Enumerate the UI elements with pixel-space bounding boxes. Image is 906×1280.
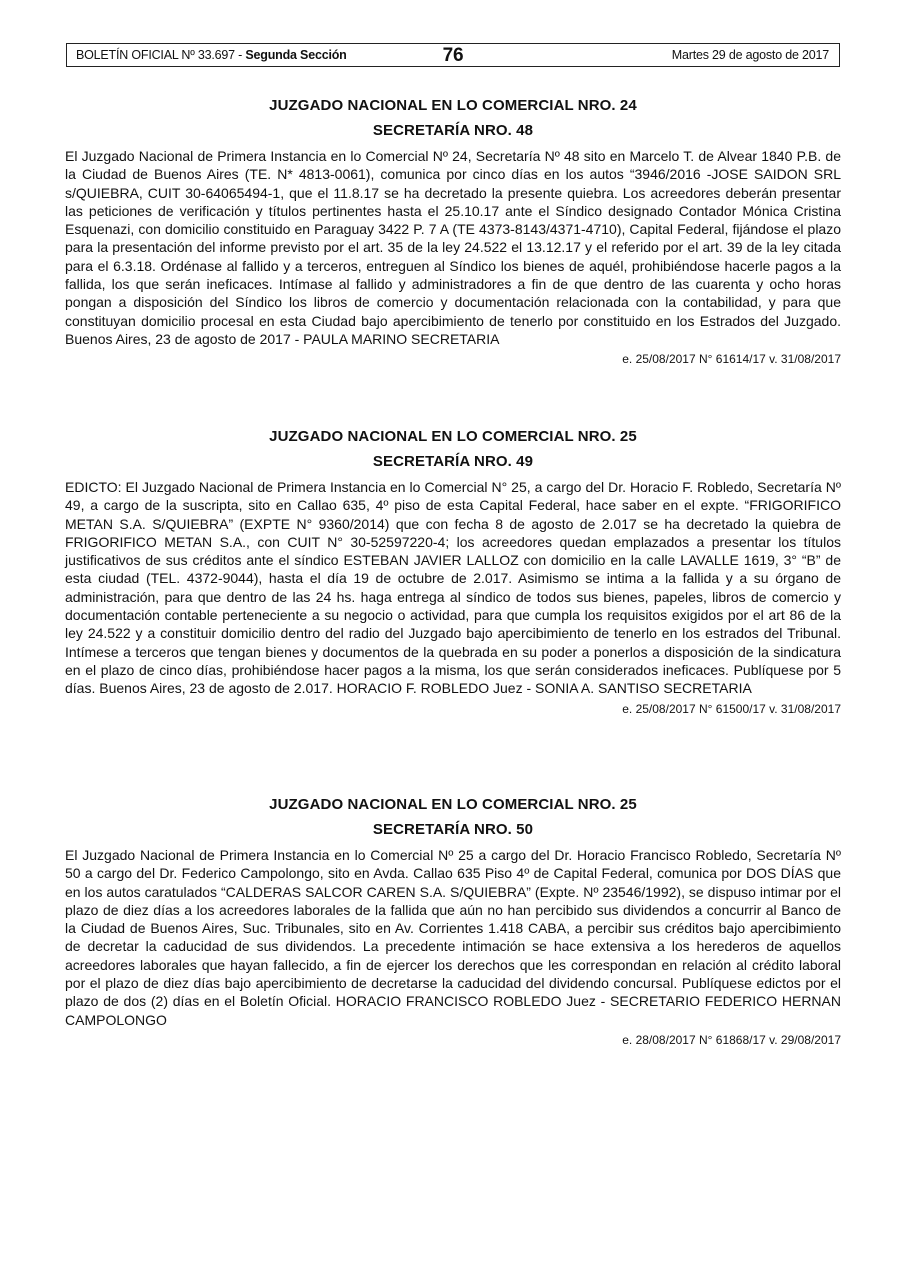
notice-court-title: JUZGADO NACIONAL EN LO COMERCIAL NRO. 25: [269, 428, 637, 445]
notice-court-title: JUZGADO NACIONAL EN LO COMERCIAL NRO. 25: [269, 796, 637, 813]
publication-name: BOLETÍN OFICIAL Nº 33.697: [76, 48, 235, 62]
notice-reference: e. 25/08/2017 N° 61614/17 v. 31/08/2017: [622, 352, 841, 367]
notice-body: El Juzgado Nacional de Primera Instancia en lo Comercial Nº 25 a cargo del Dr. Horacio Francisco Robledo, Secretaría Nº 50 a cargo del Dr. Federico Campolongo, sito en Avda. Callao 635 Piso 4º de Capital Federal, comunica por DOS DÍAS que en los autos caratulados “CALDERAS SALCOR CAREN S.A. S/QUIEBRA” (Expte. Nº 23546/1992), se dispuso intimar por el plazo de diez días a los acreedores laborales de la fallida que aún no han percibido sus dividendos a concurrir al Banco de la Ciudad de Buenos Aires, Suc. Tribunales, sito en Av. Corrientes 1.418 CABA, a percibir sus créditos bajo apercibimiento de decretar la caducidad de sus dividendos. La precedente intimación se hace extensiva a los herederos de aquellos acreedores laborales que hayan fallecido, a fin de ejercer los derechos que les correspondan en relación al crédito laboral por el plazo de diez días bajo apercibimiento de decretarse la caducidad del dividendo concursal. Publíquese edictos por el plazo de dos (2) días en el Boletín Oficial. HORACIO FRANCISCO ROBLEDO Juez - SECRETARIO FEDERICO HERNAN CAMPOLONGO: [65, 847, 841, 1028]
page-number: 76: [442, 45, 464, 66]
publication-date: Martes 29 de agosto de 2017: [671, 48, 829, 62]
notice-reference: e. 25/08/2017 N° 61500/17 v. 31/08/2017: [622, 701, 841, 716]
publication-label: [76, 48, 347, 62]
header-separator: -: [234, 48, 246, 62]
notice-body: EDICTO: El Juzgado Nacional de Primera Instancia en lo Comercial N° 25, a cargo del Dr. Horacio F. Robledo, Secretaría Nº 49, a cargo de la suscripta, sito en Callao 635, 4º piso de esta Capital Federal, hace saber en el expte. “FRIGORIFICO METAN S.A. S/QUIEBRA” (EXPTE N° 9360/2014) que con fecha 8 de agosto de 2.017 se ha decretado la quiebra de FRIGORIFICO METAN S.A., con CUIT N° 30-52597220-4; los acreedores quedan emplazados a presentar los títulos justificativos de sus créditos ante el síndico ESTEBAN JAVIER LALLOZ con domicilio en la calle LAVALLE 1619, 3° “B” de esta ciudad (TEL. 4372-9044), hasta el día 19 de octubre de 2.017. Asimismo se intima a la fallida y a su órgano de administración, para que dentro de las 24 hs. haga entrega al síndico de todos sus bienes, papeles, libros de comercio y documentación contable perteneciente a su negocio o actividad, para que cumpla los requisitos exigidos por el art 86 de la ley 24.522 y a constituir domicilio dentro del radio del Juzgado bajo apercibimiento de tenerlo en los estrados del Tribunal. Intímese a terceros que tengan bienes y documentos de la quebrada en su poder a ponerlos a disposición de la sindicatura en el plazo de cinco días, prohibiéndose hacer pagos a la misma, los que serán considerados ineficaces. Publíquese por 5 días. Buenos Aires, 23 de agosto de 2.017. HORACIO F. ROBLEDO Juez - SONIA A. SANTISO SECRETARIA: [65, 479, 841, 697]
notice: [65, 792, 841, 1048]
notice-body: El Juzgado Nacional de Primera Instancia en lo Comercial Nº 24, Secretaría Nº 48 sito en Marcelo T. de Alvear 1840 P.B. de la Ciudad de Buenos Aires (TE. N* 4813-0061), comunica por cinco días en los autos “3946/2016 -JOSE SAIDON SRL s/QUIEBRA, CUIT 30-64065494-1, que el 11.8.17 se ha decretado la presente quiebra. Los acreedores deberán presentar las peticiones de verificación y títulos pertinentes hasta el 25.10.17 ante el Síndico designado Contador Mónica Cristina Esquenazi, con domicilio constituido en Paraguay 3422 P. 7 A (TE 4373-8143/4371-4710), Capital Federal, fijándose el plazo para la presentación del informe previsto por el art. 35 de la ley 24.522 el 13.12.17 y el referido por el art. 39 de la ley citada para el 6.3.18. Ordénase al fallido y a terceros, entreguen al Síndico los bienes de aquél, prohibiéndose hacerle pagos a la fallida, los que serán ineficaces. Intímase al fallido y administradores a fin de que dentro de las cuarenta y ocho horas pongan a disposición del Síndico los libros de comercio y documentación relacionada con la contabilidad, y para que constituyan domicilio procesal en esta Ciudad bajo apercibimiento de tenerlo por constituido en los Estrados del Juzgado. Buenos Aires, 23 de agosto de 2017 - PAULA MARINO SECRETARIA: [65, 148, 841, 347]
notice-secretariat-title: SECRETARÍA NRO. 49: [372, 453, 534, 470]
page-header: [66, 43, 840, 67]
notice-secretariat-title: SECRETARÍA NRO. 50: [372, 821, 534, 838]
notice: [65, 93, 841, 367]
section-name: Segunda Sección: [245, 48, 347, 62]
notice-secretariat-title: SECRETARÍA NRO. 48: [372, 122, 534, 139]
notice-reference: e. 28/08/2017 N° 61868/17 v. 29/08/2017: [622, 1032, 841, 1047]
notice: [65, 424, 841, 717]
notice-court-title: JUZGADO NACIONAL EN LO COMERCIAL NRO. 24: [269, 97, 637, 114]
